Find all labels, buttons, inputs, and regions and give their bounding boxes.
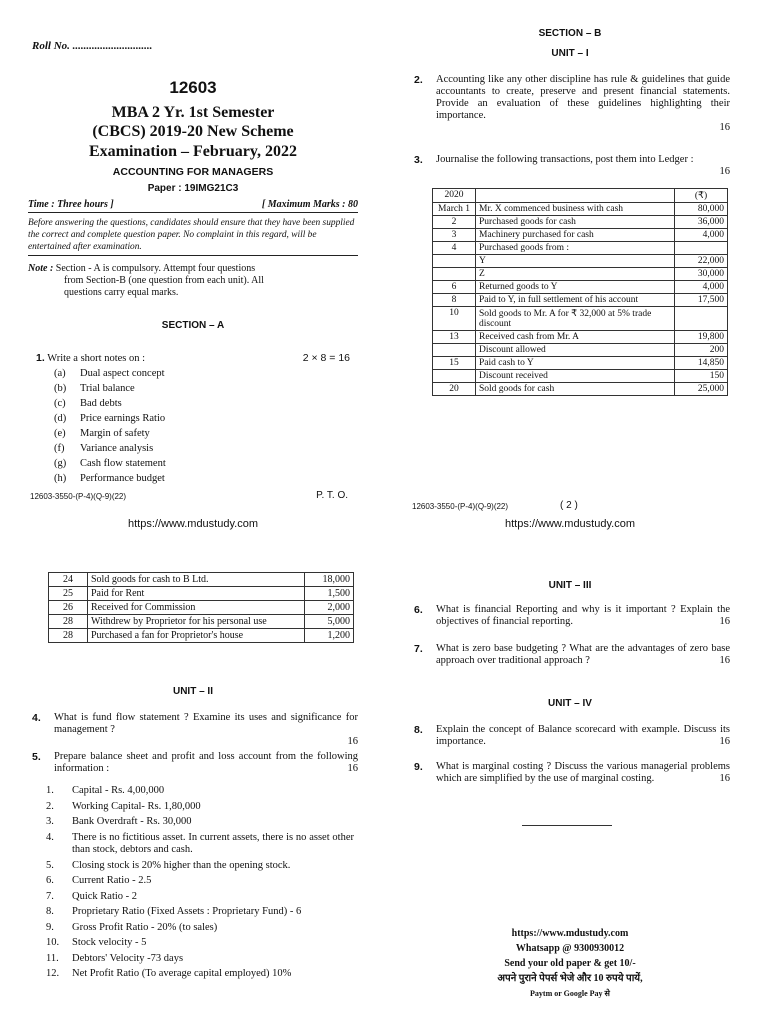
promo-url[interactable]: https://www.mdustudy.com	[511, 928, 629, 939]
item-key: 5.	[46, 859, 54, 871]
amount-cell: 2,000	[305, 601, 354, 615]
list-item	[54, 396, 166, 411]
amount-cell: 4,000	[675, 229, 728, 242]
unit-3-heading: UNIT – III	[548, 580, 592, 591]
question-number: 8.	[414, 724, 423, 736]
item-text: Proprietary Ratio (Fixed Assets : Proprietary Fund) - 6	[72, 906, 302, 917]
table-row	[433, 242, 728, 255]
table-row	[433, 383, 728, 396]
promo-offer-hindi: अपने पुराने पेपर्स भेजे और 10 रुपये पायें,	[497, 973, 643, 984]
particulars-cell: Mr. X commenced business with cash	[476, 203, 675, 216]
question-text: What is financial Reporting and why is it important ? Explain the objectives of financial reporting.	[436, 604, 730, 627]
date-cell: 25	[49, 587, 88, 601]
particulars-cell: Sold goods for cash to B Ltd.	[88, 573, 305, 587]
list-item	[46, 816, 354, 829]
amount-cell: 5,000	[305, 615, 354, 629]
list-item	[46, 832, 354, 857]
time-marks-line	[28, 199, 358, 213]
particulars-cell: Y	[476, 255, 675, 268]
amount-cell: 18,000	[305, 573, 354, 587]
unit-2-heading: UNIT – II	[172, 686, 213, 697]
table-row	[433, 331, 728, 344]
item-key: 8.	[46, 906, 54, 917]
item-text: Gross Profit Ratio - 20% (to sales)	[72, 921, 218, 933]
table-row	[49, 615, 354, 629]
particulars-cell: Sold goods for cash	[476, 383, 675, 396]
item-key: (e)	[54, 428, 66, 439]
list-item	[54, 441, 166, 456]
table-row	[433, 281, 728, 294]
item-key: (d)	[54, 413, 67, 424]
year-header: 2020	[433, 189, 476, 203]
question-text: Accounting like any other discipline has rule & guidelines that guide accountants to create, preserve and present financial statements. Provide an evaluation of these guidelines highlighting their importance.	[436, 74, 730, 121]
question-9	[414, 761, 730, 785]
table-row	[433, 255, 728, 268]
particulars-cell: Purchased goods from :	[476, 242, 675, 255]
item-text: Bank Overdraft - Rs. 30,000	[72, 816, 192, 827]
particulars-cell: Received for Commission	[88, 601, 305, 615]
particulars-cell: Sold goods to Mr. A for ₹ 32,000 at 5% trade discount	[476, 307, 675, 331]
exam-page-1	[28, 30, 358, 540]
amount-cell: 1,200	[305, 629, 354, 643]
question-6	[414, 604, 730, 628]
table-row	[49, 587, 354, 601]
date-cell: 10	[433, 307, 476, 331]
table-row	[49, 629, 354, 643]
list-item	[46, 937, 354, 950]
item-key: 4.	[46, 831, 54, 843]
particulars-cell: Paid for Rent	[88, 587, 305, 601]
item-text: Price earnings Ratio	[80, 413, 166, 424]
item-key: (b)	[54, 383, 67, 394]
blank-header	[476, 189, 675, 203]
date-cell: 13	[433, 331, 476, 344]
question-text: Write a short notes on :	[47, 353, 146, 364]
item-text: Working Capital- Rs. 1,80,000	[72, 800, 201, 812]
particulars-cell: Z	[476, 268, 675, 281]
unit-1-heading: UNIT – I	[551, 48, 589, 59]
exam-page-4	[410, 570, 730, 1024]
question-marks: 16	[347, 736, 358, 747]
table-row	[49, 573, 354, 587]
list-item	[46, 891, 354, 904]
pto-label: P. T. O.	[316, 490, 348, 501]
question-number: 5.	[32, 751, 41, 763]
item-key: 3.	[46, 816, 54, 827]
website-url[interactable]: https://www.mdustudy.com	[504, 518, 635, 530]
exam-page-3	[28, 570, 358, 1024]
course-title: MBA 2 Yr. 1st Semester	[111, 104, 275, 121]
roll-no: Roll No. .............................	[32, 40, 153, 52]
amount-cell: 150	[675, 370, 728, 383]
item-key: 10.	[46, 937, 60, 948]
date-cell: 4	[433, 242, 476, 255]
item-text: Dual aspect concept	[80, 368, 165, 379]
amount-cell: 1,500	[305, 587, 354, 601]
question-marks: 16	[719, 773, 730, 784]
subject-title: ACCOUNTING FOR MANAGERS	[112, 166, 274, 178]
section-a-heading: SECTION – A	[161, 320, 225, 331]
question-8	[414, 724, 730, 748]
item-key: (f)	[54, 443, 65, 454]
footer-code: 12603-3550-(P-4)(Q-9)(22)	[30, 492, 127, 501]
list-item	[54, 471, 166, 486]
question-marks: 16	[719, 736, 730, 747]
date-cell: 20	[433, 383, 476, 396]
question-3	[414, 154, 730, 178]
table-row	[433, 344, 728, 357]
note-line-1: Section - A is compulsory. Attempt four questions	[55, 263, 256, 274]
date-cell: 28	[49, 615, 88, 629]
end-rule	[522, 825, 612, 826]
date-cell: 2	[433, 216, 476, 229]
table-row	[433, 307, 728, 331]
item-text: Debtors' Velocity -73 days	[72, 952, 184, 964]
date-cell: March 1	[433, 203, 476, 216]
question-marks: 16	[719, 122, 730, 133]
amount-cell: 36,000	[675, 216, 728, 229]
question-number: 9.	[414, 761, 423, 773]
table-row	[433, 294, 728, 307]
question-1	[36, 352, 358, 364]
item-text: Net Profit Ratio (To average capital employed) 10%	[72, 968, 292, 979]
particulars-cell: Purchased a fan for Proprietor's house	[88, 629, 305, 643]
particulars-cell: Paid cash to Y	[476, 357, 675, 370]
question-text: Explain the concept of Balance scorecard with example. Discuss its importance.	[436, 724, 730, 747]
amount-cell: 4,000	[675, 281, 728, 294]
transactions-table	[432, 188, 728, 396]
note-line-2: from Section-B (one question from each unit). All	[64, 275, 264, 286]
question-number: 2.	[414, 74, 423, 86]
item-key: (g)	[54, 458, 67, 469]
question-marks: 16	[719, 655, 730, 666]
date-cell	[433, 268, 476, 281]
question-text: Prepare balance sheet and profit and loss account from the following information :	[54, 751, 358, 774]
question-4	[32, 712, 358, 748]
paper-number: Paper : 19IMG21C3	[147, 183, 239, 194]
list-item	[46, 801, 354, 814]
table-row	[433, 229, 728, 242]
unit-4-heading: UNIT – IV	[548, 698, 592, 709]
item-key: (a)	[54, 368, 66, 379]
item-key: 7.	[46, 890, 54, 902]
item-text: Current Ratio - 2.5	[72, 875, 152, 886]
note-label: Note :	[28, 263, 54, 274]
q1-items	[54, 366, 166, 486]
instructions: Before answering the questions, candidates should ensure that they have been supplied the correct and complete question paper. No complaint in this regard, will be entertained after examination.	[28, 217, 358, 256]
item-key: (c)	[54, 398, 66, 409]
question-text: What is zero base budgeting ? What are the advantages of zero base approach over traditional approach ?	[436, 643, 730, 666]
section-b-heading: SECTION – B	[538, 28, 602, 39]
question-5	[32, 751, 358, 775]
date-cell: 15	[433, 357, 476, 370]
amount-cell: 25,000	[675, 383, 728, 396]
list-item	[54, 381, 166, 396]
item-text: Stock velocity - 5	[72, 937, 147, 948]
exam-page-2	[410, 28, 730, 538]
amount-cell: 19,800	[675, 331, 728, 344]
transactions-table-continued	[48, 572, 354, 643]
amount-unit-header: (₹)	[675, 189, 728, 203]
question-text: What is marginal costing ? Discuss the various managerial problems which are simplified by the use of marginal costing.	[436, 761, 730, 784]
date-cell: 24	[49, 573, 88, 587]
question-number: 3.	[414, 154, 423, 166]
item-text: Closing stock is 20% higher than the opening stock.	[72, 859, 291, 871]
amount-cell: 14,850	[675, 357, 728, 370]
date-cell	[433, 370, 476, 383]
website-url[interactable]: https://www.mdustudy.com	[127, 518, 258, 530]
question-marks: 16	[719, 166, 730, 177]
amount-cell	[675, 242, 728, 255]
exam-title: Examination – February, 2022	[88, 143, 297, 160]
amount-cell: 22,000	[675, 255, 728, 268]
table-row	[433, 203, 728, 216]
date-cell: 28	[49, 629, 88, 643]
footer-code: 12603-3550-(P-4)(Q-9)(22)	[412, 502, 509, 511]
list-item	[54, 456, 166, 471]
table-row	[433, 370, 728, 383]
date-cell	[433, 344, 476, 357]
question-7	[414, 643, 730, 667]
date-cell	[433, 255, 476, 268]
promo-payment: Paytm or Google Pay से	[530, 989, 610, 998]
item-key: (h)	[54, 473, 67, 484]
item-key: 6.	[46, 875, 54, 886]
particulars-cell: Discount allowed	[476, 344, 675, 357]
list-item	[46, 953, 354, 966]
list-item	[46, 906, 354, 919]
item-text: Cash flow statement	[80, 458, 166, 469]
item-key: 9.	[46, 921, 54, 933]
table-row	[433, 357, 728, 370]
question-marks: 16	[347, 763, 358, 774]
maximum-marks: [ Maximum Marks : 80	[261, 199, 358, 210]
amount-cell: 30,000	[675, 268, 728, 281]
item-text: There is no fictitious asset. In current assets, there is no asset other than stock, debtors and cash.	[72, 831, 354, 855]
scheme-title: (CBCS) 2019-20 New Scheme	[92, 123, 294, 140]
date-cell: 26	[49, 601, 88, 615]
q5-items	[46, 785, 354, 984]
item-text: Performance budget	[80, 473, 165, 484]
question-number: 7.	[414, 643, 423, 655]
date-cell: 3	[433, 229, 476, 242]
list-item	[46, 785, 354, 798]
page-number: ( 2 )	[560, 500, 578, 511]
item-text: Bad debts	[80, 398, 122, 409]
question-text: What is fund flow statement ? Examine its uses and significance for management ?	[54, 712, 358, 735]
list-item	[54, 366, 166, 381]
particulars-cell: Purchased goods for cash	[476, 216, 675, 229]
item-key: 12.	[46, 968, 60, 979]
list-item	[46, 968, 354, 981]
note-line-3: questions carry equal marks.	[64, 287, 179, 298]
item-text: Variance analysis	[80, 443, 154, 454]
list-item	[46, 860, 354, 873]
particulars-cell: Paid to Y, in full settlement of his account	[476, 294, 675, 307]
particulars-cell: Withdrew by Proprietor for his personal use	[88, 615, 305, 629]
question-marks: 2 × 8 = 16	[302, 352, 350, 364]
list-item	[46, 922, 354, 935]
particulars-cell: Machinery purchased for cash	[476, 229, 675, 242]
question-marks: 16	[719, 616, 730, 627]
time-allowed: Time : Three hours ]	[28, 199, 114, 210]
amount-cell	[675, 307, 728, 331]
item-text: Trial balance	[80, 383, 135, 394]
item-key: 1.	[46, 785, 54, 796]
item-text: Margin of safety	[80, 428, 150, 439]
table-header-row	[433, 189, 728, 203]
list-item	[54, 426, 166, 441]
amount-cell: 200	[675, 344, 728, 357]
table-row	[433, 216, 728, 229]
note	[28, 263, 358, 299]
question-number: 6.	[414, 604, 423, 616]
date-cell: 8	[433, 294, 476, 307]
particulars-cell: Returned goods to Y	[476, 281, 675, 294]
table-row	[433, 268, 728, 281]
particulars-cell: Received cash from Mr. A	[476, 331, 675, 344]
question-number: 4.	[32, 712, 41, 724]
list-item	[54, 411, 166, 426]
promo-whatsapp: Whatsapp @ 9300930012	[515, 943, 625, 954]
item-text: Capital - Rs. 4,00,000	[72, 785, 165, 796]
date-cell: 6	[433, 281, 476, 294]
item-key: 11.	[46, 952, 59, 964]
question-2	[414, 74, 730, 134]
paper-code: 12603	[169, 78, 217, 97]
promo-block	[410, 926, 730, 1001]
item-text: Quick Ratio - 2	[72, 890, 138, 902]
table-row	[49, 601, 354, 615]
particulars-cell: Discount received	[476, 370, 675, 383]
question-number: 1.	[36, 352, 45, 364]
item-key: 2.	[46, 800, 54, 812]
list-item	[46, 875, 354, 888]
amount-cell: 17,500	[675, 294, 728, 307]
promo-offer: Send your old paper & get 10/-	[504, 958, 636, 969]
question-text: Journalise the following transactions, post them into Ledger :	[436, 154, 694, 165]
amount-cell: 80,000	[675, 203, 728, 216]
